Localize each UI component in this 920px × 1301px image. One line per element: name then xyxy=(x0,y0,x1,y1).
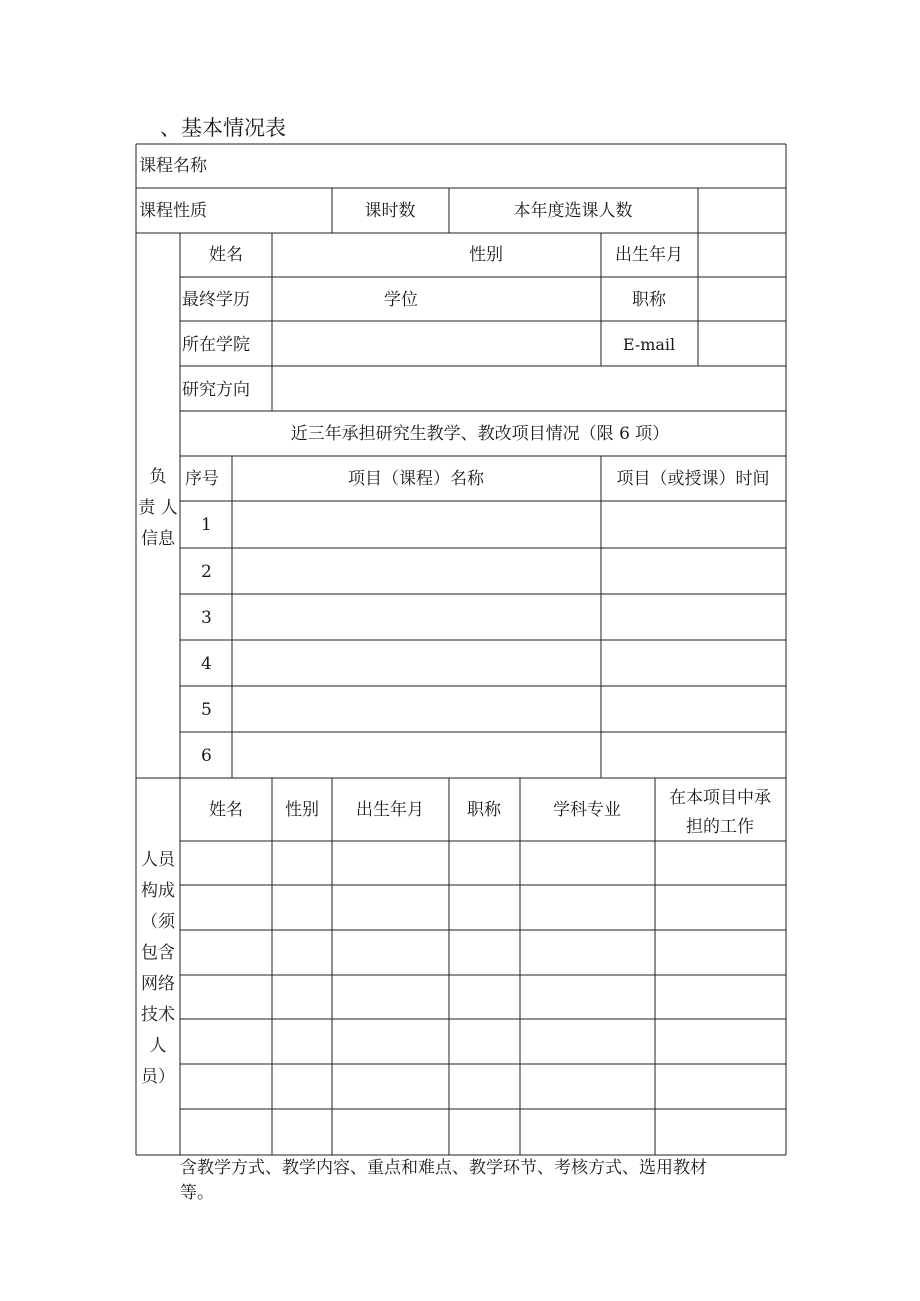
member-birth-header: 出生年月 xyxy=(356,800,424,820)
projects-heading: 近三年承担研究生教学、教改项目情况（限 6 项） xyxy=(290,424,670,444)
members-side-line: 包含 xyxy=(141,943,175,963)
note-line: 含教学方式、教学内容、重点和难点、教学环节、考核方式、选用教材 xyxy=(180,1158,707,1178)
leader-degree-label: 学位 xyxy=(384,290,418,310)
member-title-header: 职称 xyxy=(467,800,501,820)
member-name-header: 姓名 xyxy=(209,800,243,820)
members-side-line: 员） xyxy=(141,1067,175,1087)
project-time-header: 项目（或授课）时间 xyxy=(616,469,770,489)
members-side-line: 人 xyxy=(149,1036,167,1056)
leader-name-label: 姓名 xyxy=(209,245,243,265)
member-role-header-line2: 担的工作 xyxy=(686,817,754,837)
members-side-line: 技术 xyxy=(141,1005,175,1025)
project-row-number: 5 xyxy=(201,700,212,720)
leader-side-line: 责 人 xyxy=(138,498,178,518)
project-row-number: 1 xyxy=(201,515,212,535)
project-row-number: 6 xyxy=(201,746,212,766)
members-side-label xyxy=(136,845,180,1093)
leader-side-line: 信息 xyxy=(141,529,175,549)
leader-research-label: 研究方向 xyxy=(182,380,250,400)
course-nature-label: 课程性质 xyxy=(139,201,207,221)
enrollment-label: 本年度选课人数 xyxy=(513,201,633,221)
leader-gender-label: 性别 xyxy=(469,245,503,265)
member-role-header-line1: 在本项目中承 xyxy=(669,788,771,808)
members-side-line: 网络 xyxy=(141,974,175,994)
members-side-line: 人员 xyxy=(141,850,175,870)
project-row-number: 3 xyxy=(201,608,212,628)
members-side-line: 构成 xyxy=(141,881,175,901)
form-note xyxy=(180,1156,707,1206)
course-name-label: 课程名称 xyxy=(139,156,207,176)
project-name-header: 项目（课程）名称 xyxy=(348,469,484,489)
project-row-number: 2 xyxy=(201,562,212,582)
leader-education-label: 最终学历 xyxy=(182,290,250,310)
class-hours-label: 课时数 xyxy=(364,201,416,221)
leader-birth-label: 出生年月 xyxy=(615,245,683,265)
leader-side-line: 负 xyxy=(149,467,167,487)
members-side-line: （须 xyxy=(141,912,175,932)
member-discipline-header: 学科专业 xyxy=(553,800,621,820)
note-line: 等。 xyxy=(180,1183,214,1203)
member-gender-header: 性别 xyxy=(285,800,319,820)
leader-college-label: 所在学院 xyxy=(182,335,250,355)
project-row-number: 4 xyxy=(201,654,212,674)
seq-header: 序号 xyxy=(185,469,219,489)
section-title: 、基本情况表 xyxy=(160,116,286,140)
leader-email-label: E-mail xyxy=(622,335,676,354)
leader-title-label: 职称 xyxy=(632,290,666,310)
leader-side-label xyxy=(136,462,180,555)
